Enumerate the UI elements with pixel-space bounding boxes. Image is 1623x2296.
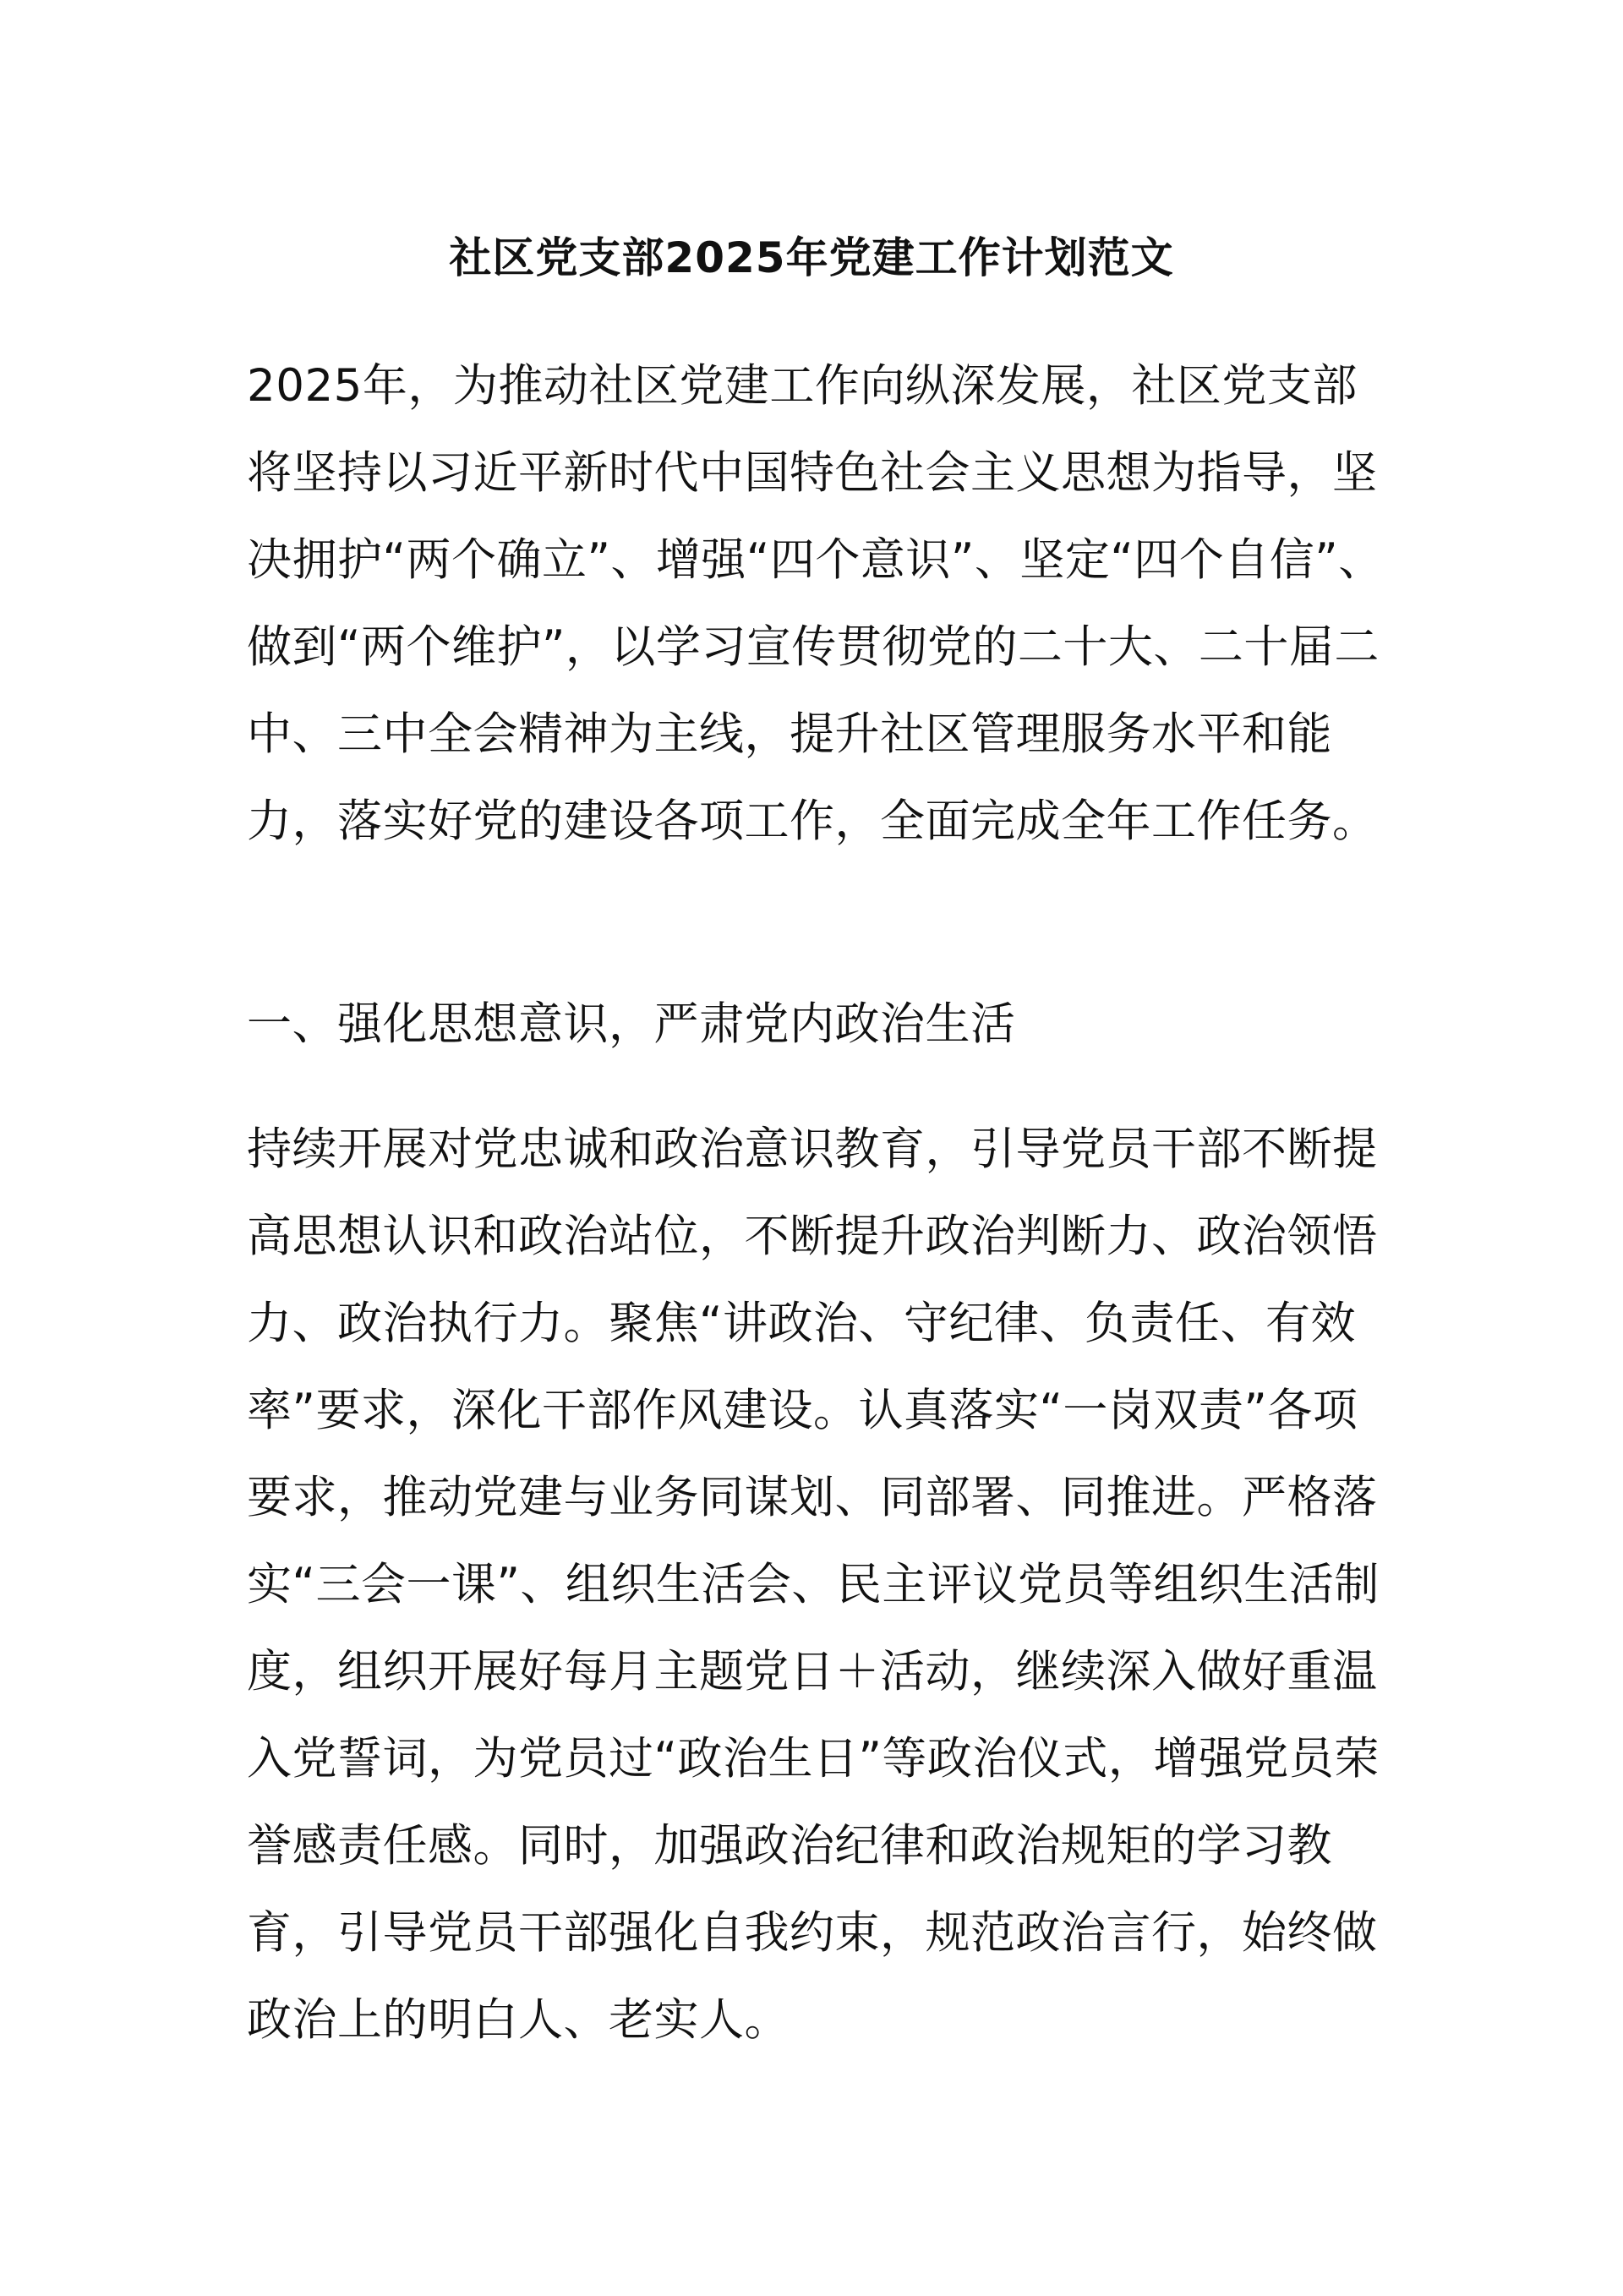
section-heading: 一、强化思想意识，严肃党内政治生活 xyxy=(247,998,1016,1050)
intro-paragraph: 2025年，为推动社区党建工作向纵深发展，社区党支部将坚持以习近平新时代中国特色社会主义思想为指导，坚决拥护“两个确立”、增强“四个意识”、坚定“四个自信”、做到“两个维护”，以学习宣传贯彻党的二十大、二十届二中、三中全会精神为主线，提升社区管理服务水平和能力，落实好党的建设各项工作，全面完成全年工作任务。 xyxy=(247,360,1384,847)
document-title: 社区党支部2025年党建工作计划范文 xyxy=(449,233,1174,282)
section-paragraph: 持续开展对党忠诚和政治意识教育，引导党员干部不断提高思想认识和政治站位，不断提升政治判断力、政治领悟力、政治执行力。聚焦“讲政治、守纪律、负责任、有效率”要求，深化干部作风建设。认真落实“一岗双责”各项要求，推动党建与业务同谋划、同部署、同推进。严格落实“三会一课”、组织生活会、民主评议党员等组织生活制度，组织开展好每月主题党日＋活动，继续深入做好重温入党誓词，为党员过“政治生日”等政治仪式，增强党员荣誉感责任感。同时，加强政治纪律和政治规矩的学习教育，引导党员干部强化自我约束，规范政治言行，始终做政治上的明白人、老实人。 xyxy=(247,1123,1380,2046)
